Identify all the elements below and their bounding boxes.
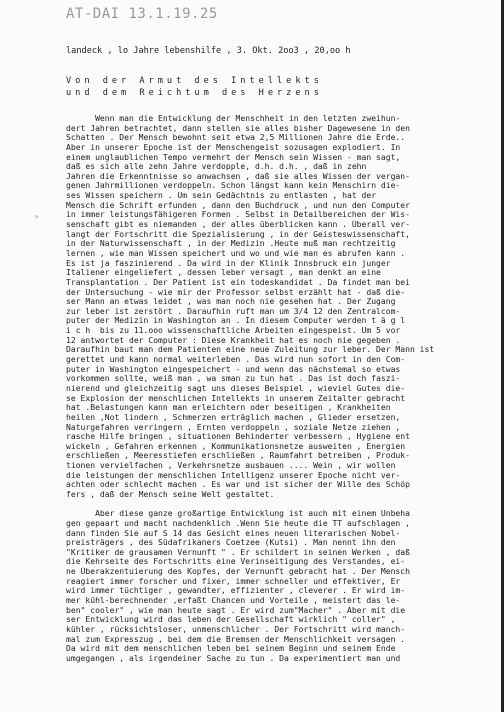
text-line: rasche Hilfe bringen , situationen Behinderter verbessern , Hygiene ent — [66, 432, 410, 442]
text-line: dert Jahren betrachtet, dann stellen sie alles bisher Dagewesene in den — [66, 123, 410, 133]
text-line: ben" cooler" , wie man heute sagt . Er wird zum"Macher" . Aber mit die — [66, 605, 406, 615]
text-line: ne Überakzentuierung des Kopfes, der Vernunft gebracht hat . Der Mensch — [66, 567, 410, 577]
paragraph-1 — [66, 114, 491, 500]
text-line: ser Mann an etwas leidet , was man noch nie gesehen hat . Der Zugang — [66, 297, 396, 307]
text-line: ser Entwicklung wird das leben der Gesellschaft wirklich " coller" , — [66, 615, 396, 625]
text-line: senschaft gibt es niemanden , der alles überblicken kann . Überall ver- — [66, 220, 410, 230]
text-line: dann finden Sie auf S 14 das Gesicht eines neuen literarischen Nobel- — [66, 528, 401, 538]
text-line: achten oder schlecht machen . Es war und ist sicher der Wille des Schöp — [66, 480, 410, 490]
text-line: i c h bis zu 11.ooo wissenschaftliche Arbeiten eingespeist. Um 5 vor — [66, 326, 401, 336]
text-line: nierend und gleichzeitig sagt uns dieses Beispiel , wieviel Gutes die- — [66, 383, 406, 393]
text-line: Daraufhin baut man dem Patienten eine neue Zuleitung zur leber. Der Mann ist — [66, 345, 435, 355]
text-line: Es ist ja faszinierend . Da wird in der Klinik Innsbruck ein junger — [66, 258, 391, 268]
text-line: gen gepaart und macht nachdenklich .Wenn Sie heute die TT aufschlagen , — [66, 518, 410, 528]
body-text — [66, 114, 491, 664]
text-line: reagiert immer forscher und fixer, immer schneller und effektiver, Er — [66, 576, 401, 586]
text-line: genen Jahrmillionen verdoppeln. Schon längst kann kein Menschirn die- — [66, 181, 401, 191]
text-line: Aber in unserer Epoche ist der Menschengeist sozusagen explodiert. In — [66, 142, 401, 152]
text-line: puter in Washington eingespeichert - und wenn das nächstemal so etwas — [66, 364, 401, 374]
text-line: ses Wissen speichern . Um sein Gedächtnis zu entlasten , hat der — [66, 191, 377, 201]
text-line: Transplantation . Der Patient ist ein todeskandidat . Da findet man bei — [66, 277, 410, 287]
text-line: hat .Belastungen kann man erleichtern oder beseitigen , Krankheiten — [66, 403, 391, 413]
title-line-2: und dem Reichtum des Herzens — [66, 88, 323, 98]
text-line: fers , daß der Mensch seine Welt gestaltet. — [66, 489, 275, 499]
text-line: Wenn man die Entwicklung der Menschheit in den letzten zweihun- — [66, 114, 401, 123]
event-header: landeck , lo Jahre lebenshilfe , 3. Okt. 2oo3 , 20,oo h — [66, 46, 351, 56]
text-line: Naturgefahren verringern , Ernten verdoppeln , soziale Netze ziehen , — [66, 422, 401, 432]
text-line: vorkommen sollte, weiß man , wa sman zu tun hat . Das ist doch faszi- — [66, 374, 401, 384]
text-line: der Untersuchung - wie mir der Professor selbst erzählt hat - daß die- — [66, 287, 406, 297]
text-line: kühler , rücksichtsloser, unmenschlicher . Der Fortschritt wird manch- — [66, 624, 406, 634]
text-line: mal zum Expresszug , bei dem die Bremsen der Menschlichkeit versagen . — [66, 634, 406, 644]
text-line: zur leber ist zerstört . Daraufhin ruft man um 3/4 12 den Zentralcom- — [66, 306, 401, 316]
text-line: heilen ,Not lindern , Schmerzen erträglich machen , Glieder ersetzen, — [66, 412, 401, 422]
text-line: erschließen , Meeresstiefen erschließen , Raumfahrt betreiben , Produk- — [66, 451, 410, 461]
text-line: daß es sich alle zehn Jahre verdopple, d.h. d.h. , daß in zehn — [66, 162, 367, 172]
text-line: Mensch die Schrift erfunden , dann den Buchdruck , und nun den Computer — [66, 200, 410, 210]
text-line: Aber diese ganze großartige Entwicklung ist auch mit einem Unbeha — [66, 509, 410, 519]
text-line: gerettet und kann normal weiterleben . Das wird nun sofort in den Com- — [66, 355, 406, 365]
text-line: in der Naturwissenschaft , in der Medizin .Heute muß man rechtzeitig — [66, 239, 396, 249]
text-line: langt der Fortschritt die Spezialisierung , in der Geisteswissenschaft, — [66, 229, 410, 239]
text-line: die leistungen der menschlichen Intelligenz unserer Epoche nicht ver- — [66, 470, 401, 480]
text-line: wickeln , Gefahren erkennen , Kommunikationsnetze ausweiten , Energien — [66, 441, 406, 451]
text-line: Schatten . Der Mensch bewohnt seit etwa 2,5 Millionen Jahre die Erde.. — [66, 133, 406, 143]
text-line: Da wird mit dem menschlichen leben bei seinem Beginn und seinem Ende — [66, 644, 396, 654]
paragraph-2 — [66, 509, 491, 663]
text-line: "Kritiker de grausamen Vernunft " . Er schildert in seinen Werken , daß — [66, 547, 410, 557]
text-line: preisträgers , des Südafrikaners Coetzee (Kutsi) . Man nennt ihn den — [66, 538, 396, 548]
text-line: lernen , wie man Wissen speichert und wo und wie man es abrufen kann . — [66, 248, 406, 258]
text-line: umgegangen , als irgendeiner Sache zu tun . Da experimentiert man und — [66, 653, 401, 663]
text-line: Jahren die Erkenntnisse so anwachsen , daß sie alles Wissen der vergan- — [66, 171, 410, 181]
paragraph-gap — [66, 500, 491, 510]
archive-stamp: AT-DAI 13.1.19.25 — [66, 6, 218, 22]
title-line-1: Von der Armut des Intellekts — [66, 76, 323, 86]
text-line: se Explosion der menschlichen Intellekts in unserem Zeitalter gebracht — [66, 393, 406, 403]
text-line: die Kehrseite des Fortschritts eine Verinseitigung des Verstandes, ei- — [66, 557, 406, 567]
text-line: puter der Medizin in Washington an . In diesem Computer werden t ä g l — [66, 316, 406, 326]
text-line: tionen vervielfachen , Verkehrsnetze ausbauen .... Wein , wir wollen — [66, 461, 396, 471]
text-line: mer kühl-berechnender ,erfaßt Chancen und Vorteile , meistert das le- — [66, 596, 401, 606]
text-line: wird immer tüchtiger , gewandter, effizienter , cleverer . Er wird im- — [66, 586, 406, 596]
text-line: 12 antwortet der Computer : Diese Krankheit hat es noch nie gegeben . — [66, 335, 401, 345]
margin-mark: » — [34, 212, 39, 221]
text-line: in immer leistungsfähigeren Formen . Selbst in Detailbereichen der Wis- — [66, 210, 410, 220]
text-line: einem unglaublichen Tempo vermehrt der Mensch sein Wissen - man sagt, — [66, 152, 401, 162]
text-line: Italiener eingeliefert , dessen leber versagt , man denkt an eine — [66, 268, 381, 278]
